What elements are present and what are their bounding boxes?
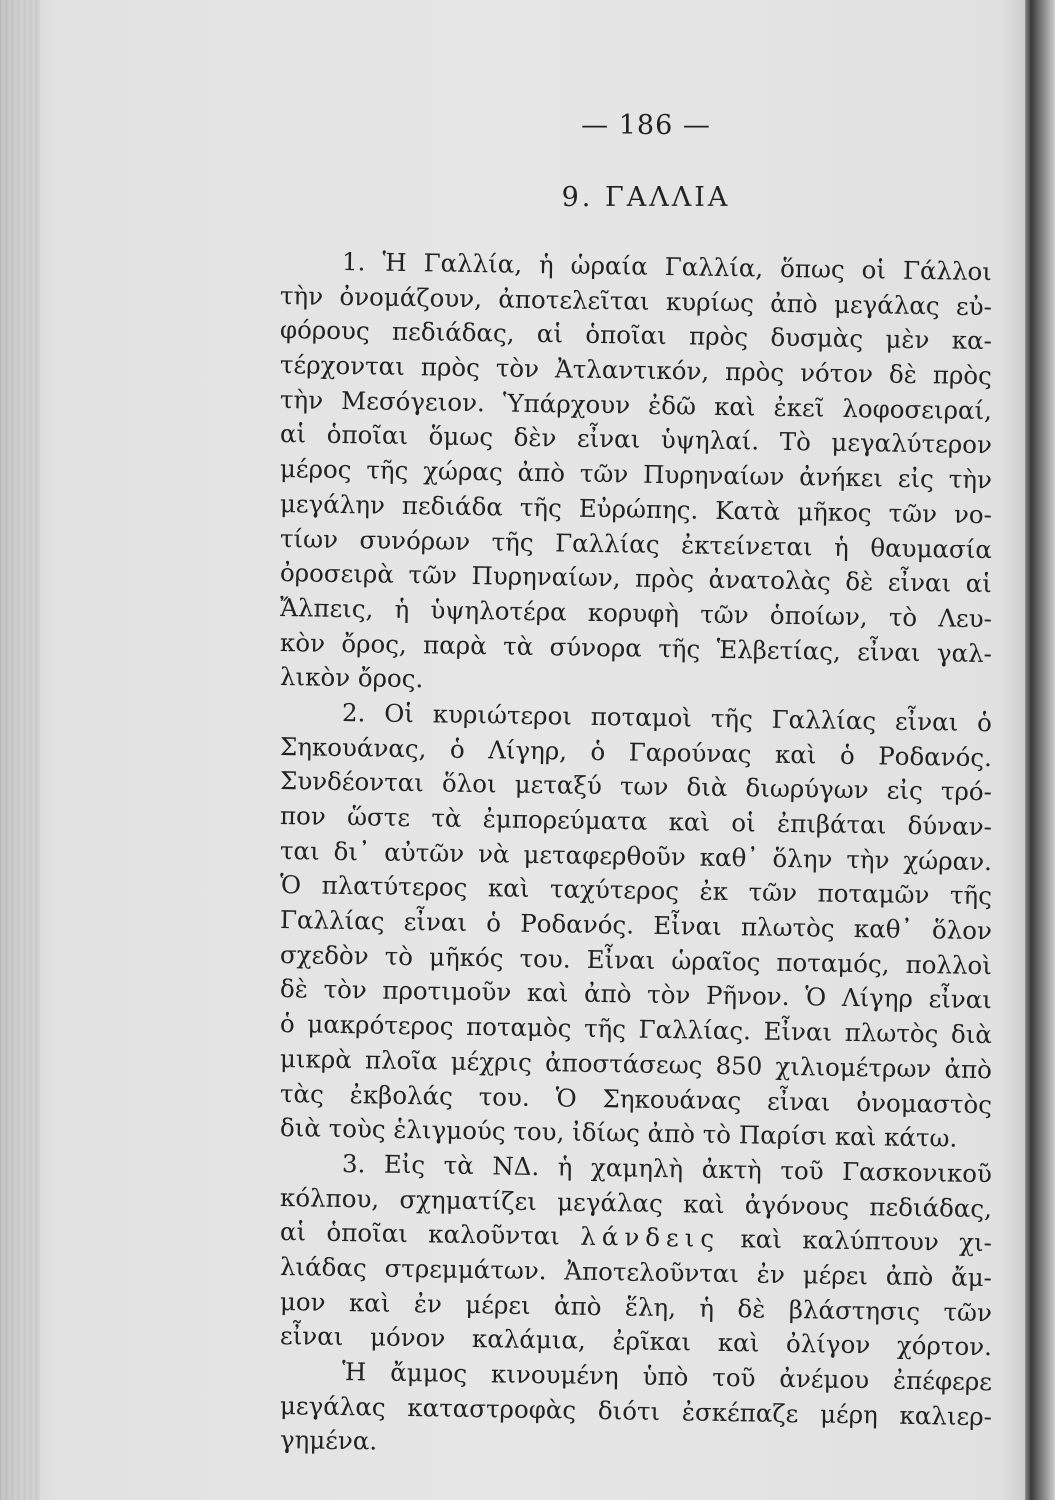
text-line: λικὸν ὄρος. bbox=[279, 662, 424, 694]
text-line: τὴν Μεσόγειον. Ὑπάρχουν ἐδῶ καὶ ἐκεῖ λοφοσειραί, bbox=[279, 384, 993, 425]
text-line: μεγάλας καταστροφὰς διότι ἐσκέπαζε μέρη καλιερ- bbox=[279, 1390, 993, 1431]
paragraph-1 bbox=[280, 244, 992, 695]
page-number: — 186 — bbox=[581, 110, 711, 141]
text-line: μέρος τῆς χώρας ἀπὸ τῶν Πυρηναίων ἀνήκει εἰς τὴν bbox=[279, 454, 993, 495]
text-line: πον ὥστε τὰ ἐμπορεύματα καὶ οἱ ἐπιβάται δύναν- bbox=[279, 801, 993, 842]
text-line: Συνδέονται ὅλοι μεταξύ των διὰ διωρύγων εἰς τρό- bbox=[279, 766, 993, 807]
text-line: τέρχονται πρὸς τὸν Ἀτλαντικόν, πρὸς νότον δὲ πρὸς bbox=[279, 350, 993, 391]
text-fragment: αἱ ὁποῖαι καλοῦνται bbox=[279, 1217, 561, 1251]
text-fragment: καὶ καλύπτουν χι- bbox=[740, 1224, 993, 1258]
text-line: 1. Ἡ Γαλλία, ἡ ὡραία Γαλλία, ὅπως οἱ Γάλλοι bbox=[341, 246, 993, 287]
text-line: δὲ τὸν προτιμοῦν καὶ ἀπὸ τὸν Ρῆνον. Ὁ Λίγηρ εἶναι bbox=[279, 974, 993, 1015]
text-line: ὀροσειρὰ τῶν Πυρηναίων, πρὸς ἀνατολὰς δὲ εἶναι αἱ bbox=[279, 558, 993, 599]
text-line: λιάδας στρεμμάτων. Ἀποτελοῦνται ἐν μέρει ἀπὸ ἄμ- bbox=[279, 1251, 993, 1293]
paragraph-3 bbox=[280, 1146, 992, 1458]
text-line: μεγάλην πεδιάδα τῆς Εὐρώπης. Κατὰ μῆκος τῶν νο- bbox=[279, 488, 993, 529]
text-line: τὰς ἐκβολάς του. Ὁ Σηκουάνας εἶναι ὀνομαστὸς bbox=[279, 1078, 993, 1119]
text-line: εἶναι μόνον καλάμια, ἐρῖκαι καὶ ὀλίγον χόρτον. bbox=[279, 1321, 993, 1362]
text-line: ὁ μακρότερος ποταμὸς τῆς Γαλλίας. Εἶναι πλωτὸς διὰ bbox=[279, 1009, 993, 1050]
text-line: τὴν ὀνομάζουν, ἀποτελεῖται κυρίως ἀπὸ μεγάλας εὐ- bbox=[279, 280, 993, 321]
text-line: κὸν ὄρος, παρὰ τὰ σύνορα τῆς Ἑλβετίας, εἶναι γαλ- bbox=[279, 627, 993, 668]
book-spine-shadow bbox=[1025, 0, 1055, 1500]
text-line: φόρους πεδιάδας, αἱ ὁποῖαι πρὸς δυσμὰς μὲν κα- bbox=[279, 315, 993, 356]
text-line: τίων συνόρων τῆς Γαλλίας ἐκτείνεται ἡ θαυμασία bbox=[279, 523, 993, 564]
section-heading: 9. ΓΑΛΛΙΑ bbox=[561, 182, 731, 213]
text-line: Ἡ ἄμμος κινουμένη ὑπὸ τοῦ ἀνέμου ἐπέφερε bbox=[341, 1356, 993, 1397]
text-line: κόλπου, σχηματίζει μεγάλας καὶ ἀγόνους πεδιάδας, bbox=[279, 1182, 993, 1223]
text-line: Ἄλπεις, ἡ ὑψηλοτέρα κορυφὴ τῶν ὁποίων, τὸ Λευ- bbox=[279, 592, 993, 634]
text-line: Ὁ πλατύτερος καὶ ταχύτερος ἐκ τῶν ποταμῶν τῆς bbox=[279, 870, 993, 911]
paragraph-2 bbox=[279, 695, 993, 1153]
text-line: διὰ τοὺς ἑλιγμούς του, ἰδίως ἀπὸ τὸ Παρίσι καὶ κάτω. bbox=[279, 1113, 958, 1153]
page-text-block bbox=[280, 110, 992, 1458]
text-line: αἱ ὁποῖαι ὅμως δὲν εἶναι ὑψηλαί. Τὸ μεγαλύτερον bbox=[279, 419, 993, 460]
text-line: μικρὰ πλοῖα μέχρις ἀποστάσεως 850 χιλιομέτρων ἀπὸ bbox=[279, 1043, 993, 1084]
text-line: 2. Οἱ κυριώτεροι ποταμοὶ τῆς Γαλλίας εἶναι ὁ bbox=[341, 697, 993, 738]
text-line: ται δι᾽ αὐτῶν νὰ μεταφερθοῦν καθ᾽ ὅλην τὴν χώραν. bbox=[279, 835, 993, 876]
text-line: Σηκουάνας, ὁ Λίγηρ, ὁ Γαρούνας καὶ ὁ Ροδανός. bbox=[279, 731, 993, 772]
text-line: μον καὶ ἐν μέρει ἀπὸ ἕλη, ἡ δὲ βλάστησις τῶν bbox=[279, 1286, 993, 1327]
emphasized-term: λάνδεις bbox=[580, 1221, 721, 1254]
text-line: Γαλλίας εἶναι ὁ Ροδανός. Εἶναι πλωτὸς καθ᾽ ὅλον bbox=[279, 905, 993, 946]
book-page-edges bbox=[0, 0, 40, 1500]
text-line: 3. Εἰς τὰ ΝΔ. ἡ χαμηλὴ ἀκτὴ τοῦ Γασκονικοῦ bbox=[341, 1148, 993, 1189]
text-line: γημένα. bbox=[279, 1425, 378, 1456]
text-line: σχεδὸν τὸ μῆκός του. Εἶναι ὡραῖος ποταμός, πολλοὶ bbox=[279, 939, 993, 980]
